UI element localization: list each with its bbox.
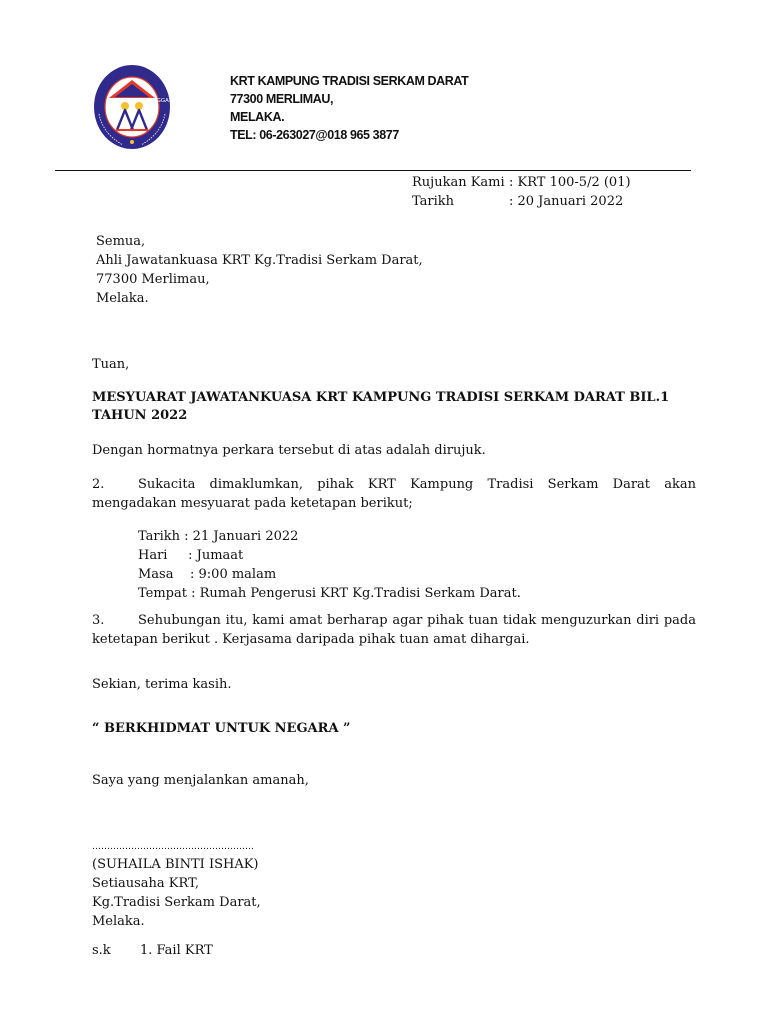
date-row: [412, 192, 631, 211]
motto: “ BERKHIDMAT UNTUK NEGARA ”: [92, 721, 351, 736]
signatory-org: Kg.Tradisi Serkam Darat,: [92, 895, 261, 910]
krt-emblem-icon: [93, 64, 171, 150]
date-label: Tarikh: [412, 194, 455, 209]
meeting-details: [138, 527, 521, 603]
postcode-city: 77300 MERLIMAU,: [230, 92, 334, 106]
logo-ring-text: RUKUN TETANGGA: [118, 98, 169, 104]
phone: TEL: 06-263027@018 965 3877: [230, 128, 399, 142]
recipient-line: Ahli Jawatankuasa KRT Kg.Tradisi Serkam Darat,: [96, 253, 423, 268]
reference-row: [412, 173, 631, 192]
paragraph-text: Sukacita dimaklumkan, pihak KRT Kampung Tradisi Serkam Darat akan mengadakan mesyuarat pada ketetapan berikut;: [92, 477, 696, 511]
header-divider: [55, 170, 691, 171]
ref-label: Rujukan Kami: [412, 175, 505, 190]
recipient-line: Melaka.: [96, 291, 149, 306]
ref-value: : KRT 100-5/2 (01): [509, 175, 631, 190]
date-value: : 20 Januari 2022: [509, 194, 624, 209]
signatory-state: Melaka.: [92, 914, 145, 929]
meeting-time: Masa : 9:00 malam: [138, 567, 277, 582]
signatory: [92, 855, 696, 931]
paragraph-text: Sehubungan itu, kami amat berharap agar pihak tuan tidak menguzurkan diri pada ketetapan berikut . Kerjasama daripada pihak tuan amat dihargai.: [92, 613, 696, 647]
cc-item: 1. Fail KRT: [140, 943, 213, 958]
paragraph-2: [92, 475, 696, 513]
subject-line: MESYUARAT JAWATANKUASA KRT KAMPUNG TRADISI SERKAM DARAT BIL.1: [92, 390, 670, 405]
letterhead: [230, 72, 468, 144]
reference-block: [412, 173, 631, 211]
cc-label: s.k: [92, 943, 111, 958]
closing: Sekian, terima kasih.: [92, 677, 232, 692]
signatory-name: (SUHAILA BINTI ISHAK): [92, 857, 259, 872]
paragraph-number: 3.: [92, 613, 105, 628]
recipient-address: [96, 232, 423, 308]
meeting-place: Tempat : Rumah Pengerusi KRT Kg.Tradisi Serkam Darat.: [138, 586, 521, 601]
salutation: Tuan,: [92, 357, 130, 372]
paragraph-3: [92, 611, 696, 649]
signatory-title: Setiausaha KRT,: [92, 876, 199, 891]
recipient-line: 77300 Merlimau,: [96, 272, 210, 287]
signature-line: ………………………………………………: [92, 842, 254, 852]
state: MELAKA.: [230, 110, 285, 124]
recipient-line: Semua,: [96, 234, 146, 249]
meeting-date: Tarikh : 21 Januari 2022: [138, 529, 299, 544]
paragraph-number: 2.: [92, 477, 105, 492]
meeting-day: Hari : Jumaat: [138, 548, 244, 563]
letter-subject: [92, 389, 696, 425]
org-name: KRT KAMPUNG TRADISI SERKAM DARAT: [230, 74, 469, 88]
paragraph-1: Dengan hormatnya perkara tersebut di atas adalah dirujuk.: [92, 443, 486, 458]
trust-line: Saya yang menjalankan amanah,: [92, 773, 309, 788]
subject-line: TAHUN 2022: [92, 408, 188, 423]
carbon-copy: [92, 941, 696, 960]
